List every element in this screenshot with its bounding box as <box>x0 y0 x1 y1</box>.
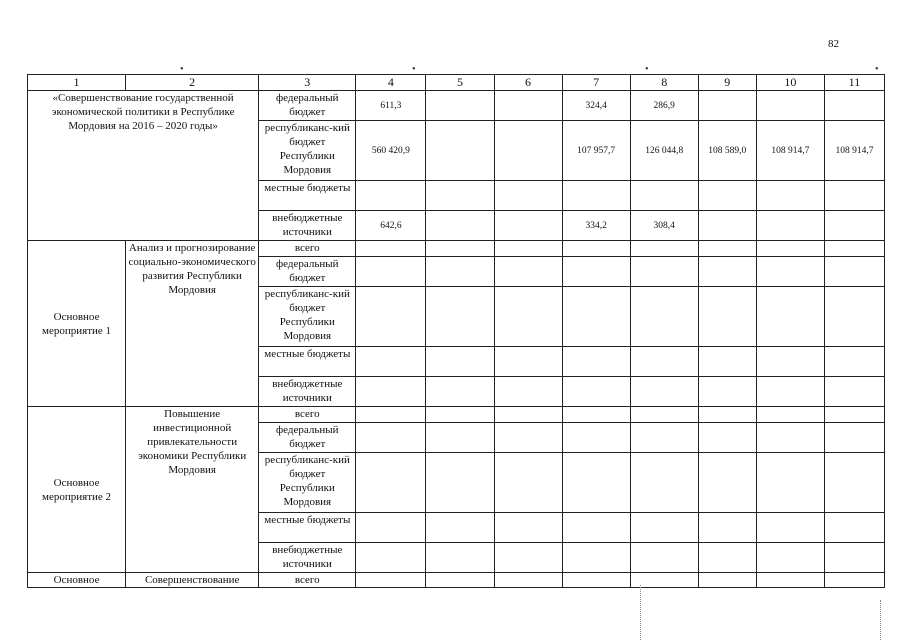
value-cell: 324,4 <box>562 91 630 121</box>
scan-mark: • <box>875 64 879 75</box>
value-cell: 108 914,7 <box>824 121 884 181</box>
funding-source: всего <box>259 573 356 588</box>
column-header: 2 <box>126 75 259 91</box>
funding-source: внебюджетные источники <box>259 211 356 241</box>
scan-mark: • <box>180 64 184 75</box>
funding-source: республиканс-кий бюджет Республики Мордовия <box>259 121 356 181</box>
header-row <box>28 75 885 91</box>
scan-mark: • <box>645 64 649 75</box>
scan-artifact <box>880 600 882 640</box>
funding-source: республиканс-кий бюджет Республики Мордовия <box>259 453 356 513</box>
measure-label: Основное <box>28 573 126 588</box>
funding-source: федеральный бюджет <box>259 257 356 287</box>
value-cell: 107 957,7 <box>562 121 630 181</box>
column-header: 10 <box>756 75 824 91</box>
table-row <box>28 407 885 423</box>
funding-source: местные бюджеты <box>259 347 356 377</box>
scan-mark: • <box>412 64 416 75</box>
column-header: 3 <box>259 75 356 91</box>
column-header: 1 <box>28 75 126 91</box>
page-number: 82 <box>828 38 839 50</box>
column-header: 7 <box>562 75 630 91</box>
column-header: 6 <box>494 75 562 91</box>
value-cell: 334,2 <box>562 211 630 241</box>
funding-source: всего <box>259 241 356 257</box>
funding-source: местные бюджеты <box>259 513 356 543</box>
value-cell: 642,6 <box>356 211 426 241</box>
measure-name: Повышение инвестиционной привлекательности экономики Республики Мордовия <box>126 407 259 573</box>
funding-table <box>27 74 885 588</box>
column-header: 5 <box>426 75 494 91</box>
column-header: 8 <box>630 75 698 91</box>
funding-source: федеральный бюджет <box>259 91 356 121</box>
column-header: 11 <box>824 75 884 91</box>
value-cell: 308,4 <box>630 211 698 241</box>
funding-source: федеральный бюджет <box>259 423 356 453</box>
funding-source: республиканс-кий бюджет Республики Мордовия <box>259 287 356 347</box>
measure-label: Основное мероприятие 2 <box>28 407 126 573</box>
value-cell: 108 589,0 <box>698 121 756 181</box>
table-row <box>28 91 885 121</box>
value-cell: 286,9 <box>630 91 698 121</box>
table-row <box>28 573 885 588</box>
measure-name: Совершенствование <box>126 573 259 588</box>
column-header: 4 <box>356 75 426 91</box>
funding-source: внебюджетные источники <box>259 377 356 407</box>
value-cell: 108 914,7 <box>756 121 824 181</box>
program-title: «Совершенствование государственной экономической политики в Республике Мордовия на 2016 – 2020 годы» <box>28 91 259 241</box>
measure-label: Основное мероприятие 1 <box>28 241 126 407</box>
funding-source: местные бюджеты <box>259 181 356 211</box>
funding-source: всего <box>259 407 356 423</box>
table-row <box>28 241 885 257</box>
column-header: 9 <box>698 75 756 91</box>
funding-source: внебюджетные источники <box>259 543 356 573</box>
scan-artifact <box>640 585 642 640</box>
value-cell: 126 044,8 <box>630 121 698 181</box>
value-cell: 611,3 <box>356 91 426 121</box>
value-cell: 560 420,9 <box>356 121 426 181</box>
measure-name: Анализ и прогнозирование социально-экономического развития Республики Мордовия <box>126 241 259 407</box>
